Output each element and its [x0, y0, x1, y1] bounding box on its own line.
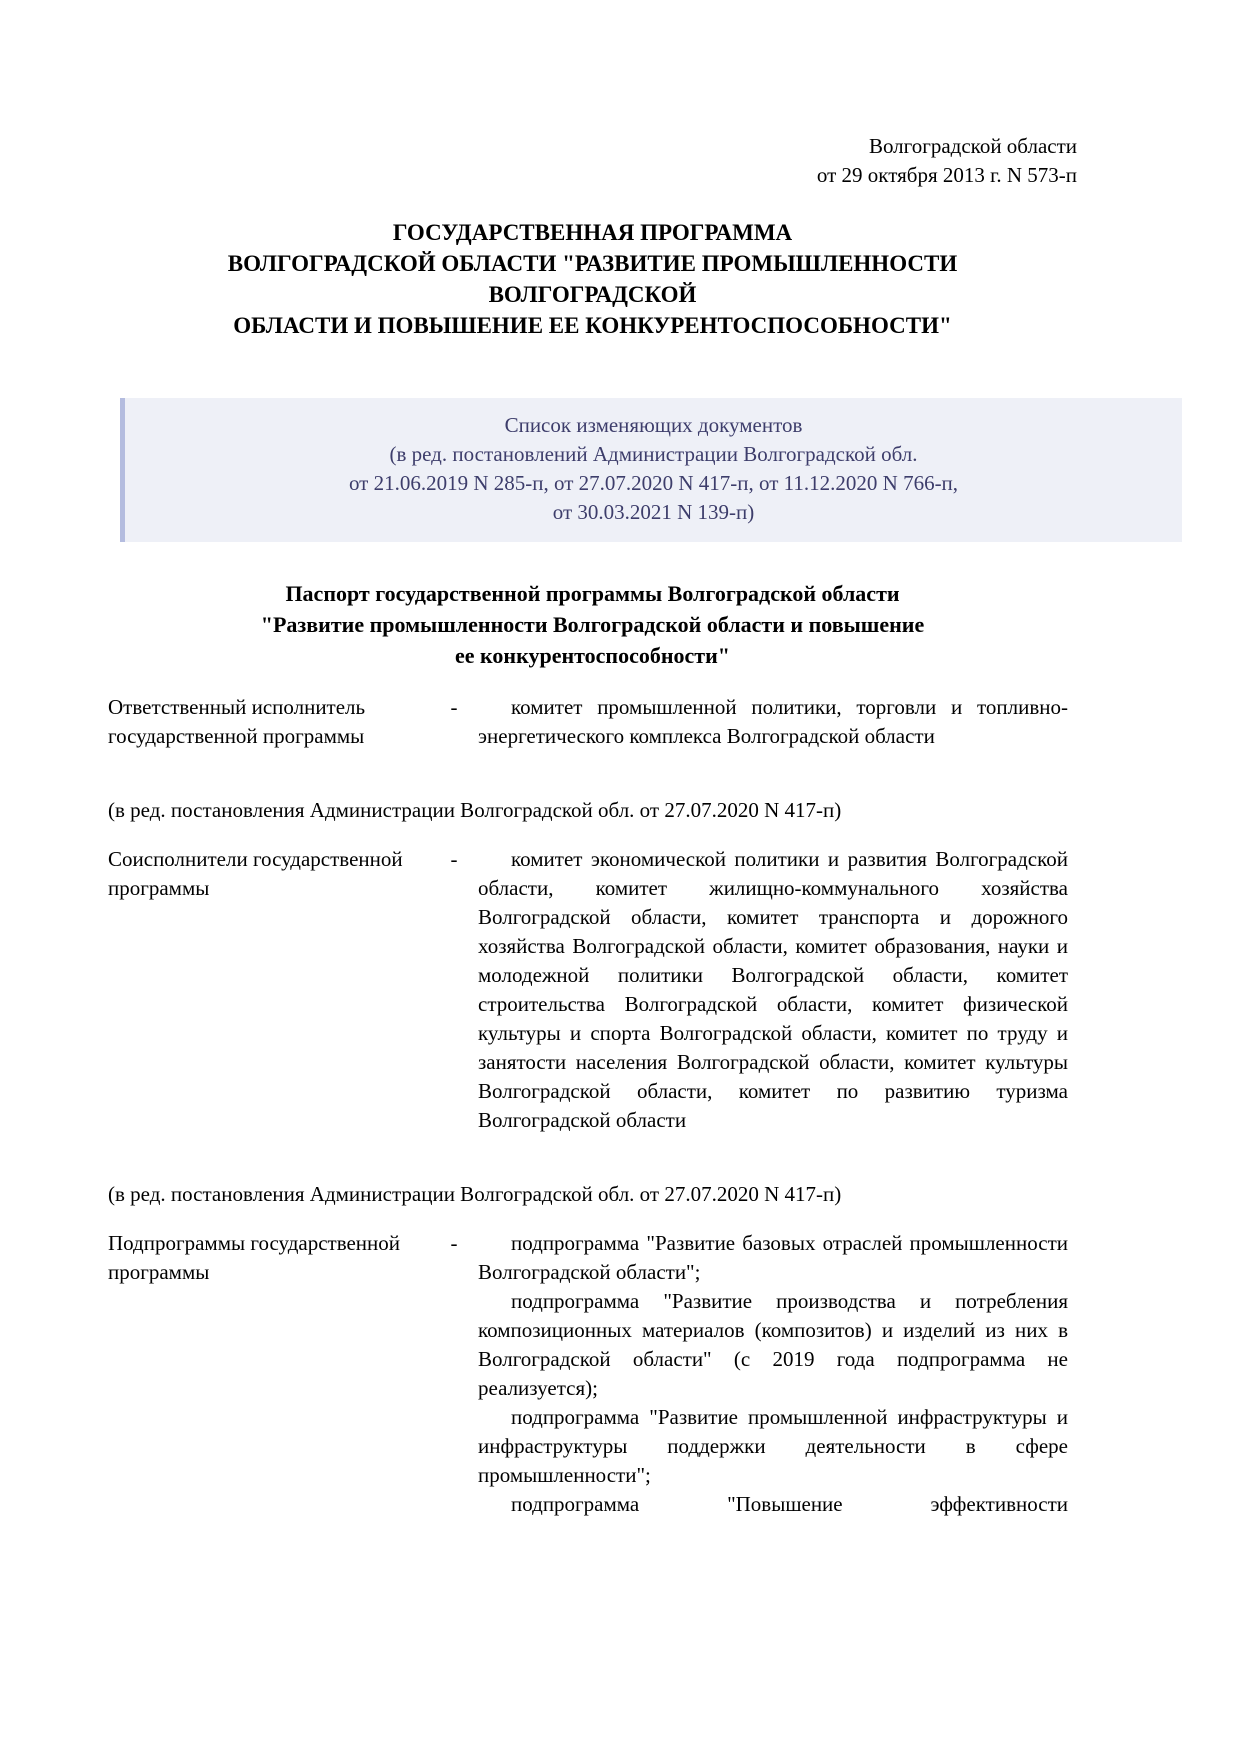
row-value [478, 693, 1068, 751]
document-title [108, 217, 1077, 341]
title-line-3: ВОЛГОГРАДСКОЙ [488, 282, 697, 307]
passport-row-responsible-executor [108, 693, 1240, 751]
row-dash: - [450, 695, 458, 719]
row-value [478, 845, 1068, 1135]
value-paragraph: комитет промышленной политики, торговли и топливно-энергетического комплекса Волгоградской области [478, 695, 1068, 748]
title-line-4: ОБЛАСТИ И ПОВЫШЕНИЕ ЕЕ КОНКУРЕНТОСПОСОБНОСТИ" [233, 313, 952, 338]
amendments-box-line-4: от 30.03.2021 N 139-п) [552, 500, 755, 524]
doc-ref-line-1: Волгоградской области [868, 134, 1077, 158]
row-label: Подпрограммы государственной программы [108, 1231, 401, 1284]
amendments-box [120, 398, 1182, 542]
row-label: Ответственный исполнитель государственной программы [108, 695, 366, 748]
amendments-box-line-1: Список изменяющих документов [504, 413, 803, 437]
value-paragraph: подпрограмма "Развитие промышленной инфраструктуры и инфраструктуры поддержки деятельности в сфере промышленности"; [478, 1405, 1068, 1487]
value-paragraph: подпрограмма "Развитие базовых отраслей промышленности Волгоградской области"; [478, 1231, 1068, 1284]
title-line-2: ВОЛГОГРАДСКОЙ ОБЛАСТИ "РАЗВИТИЕ ПРОМЫШЛЕННОСТИ [227, 251, 958, 276]
passport-row-coexecutors [108, 845, 1240, 1135]
amendments-box-line-3: от 21.06.2019 N 285-п, от 27.07.2020 N 417-п, от 11.12.2020 N 766-п, [348, 471, 959, 495]
amendment-note-2: (в ред. постановления Администрации Волгоградской обл. от 27.07.2020 N 417-п) [108, 1182, 842, 1206]
amendment-note-1: (в ред. постановления Администрации Волгоградской обл. от 27.07.2020 N 417-п) [108, 798, 842, 822]
amendments-box-line-2: (в ред. постановлений Администрации Волгоградской обл. [389, 442, 918, 466]
value-paragraph: подпрограмма "Развитие производства и потребления композиционных материалов (композитов) и изделий из них в Волгоградской области" (с 2019 года подпрограмма не реализуется); [478, 1289, 1068, 1400]
row-label: Соисполнители государственной программы [108, 847, 403, 900]
passport-table [108, 693, 1240, 1519]
passport-heading [108, 578, 1077, 671]
value-paragraph: комитет экономической политики и развития Волгоградской области, комитет жилищно-коммунального хозяйства Волгоградской области, комитет транспорта и дорожного хозяйства Волгоградской области, комитет образования, науки и молодежной политики Волгоградской области, комитет строительства Волгоградской области, комитет физической культуры и спорта Волгоградской области, комитет по труду и занятости населения Волгоградской области, комитет культуры Волгоградской области, комитет по развитию туризма Волгоградской области [478, 847, 1068, 1132]
row-dash: - [450, 1231, 458, 1255]
passport-row-subprograms [108, 1229, 1240, 1519]
row-dash: - [450, 847, 458, 871]
title-line-1: ГОСУДАРСТВЕННАЯ ПРОГРАММА [392, 220, 793, 245]
doc-reference [108, 132, 1077, 190]
row-value [478, 1229, 1068, 1519]
passport-heading-line-2: "Развитие промышленности Волгоградской области и повышение [260, 612, 925, 637]
passport-heading-line-1: Паспорт государственной программы Волгоградской области [285, 581, 900, 606]
passport-heading-line-3: ее конкурентоспособности" [455, 643, 730, 668]
value-paragraph-truncated: подпрограмма "Повышение эффективности [511, 1492, 1068, 1516]
doc-ref-line-2: от 29 октября 2013 г. N 573-п [816, 163, 1077, 187]
